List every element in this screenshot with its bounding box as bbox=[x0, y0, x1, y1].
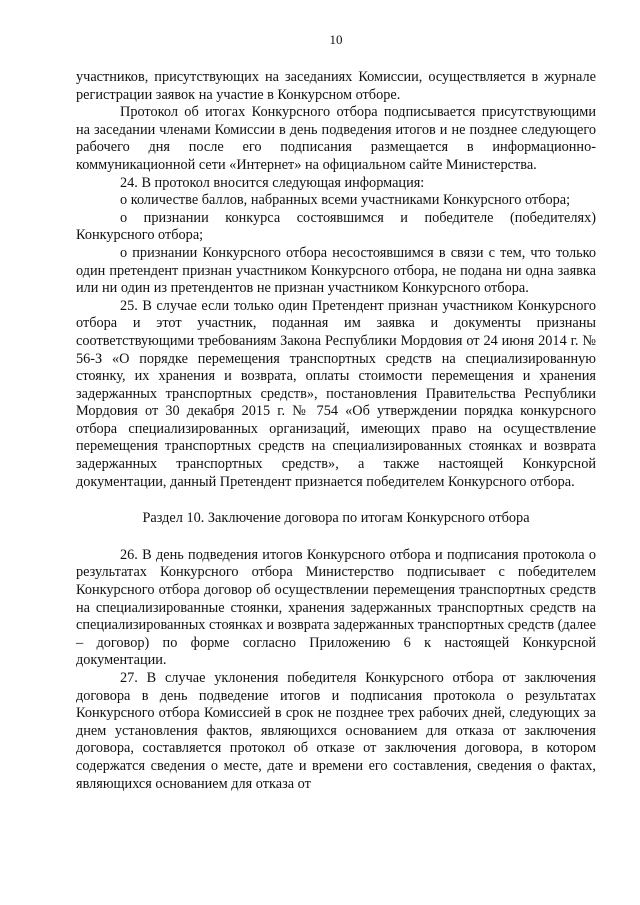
list-item-points: о количестве баллов, набранных всеми участниками Конкурсного отбора; bbox=[120, 192, 571, 209]
paragraph-27: 27. В случае уклонения победителя Конкурсного отбора от заключения договора в день подведение итогов и подписания протокола о результатах Конкурсного отбора Комиссией в срок не позднее трех рабочих дней, следующих за днем установления фактов, являющихся основанием для отказа от заключения договора, составляется протокол об отказе от заключения договора, в котором содержатся сведения о месте, дате и времени его составления, сведения о фактах, являющихся основанием для отказа от bbox=[76, 670, 596, 792]
section-heading: Раздел 10. Заключение договора по итогам Конкурсного отбора bbox=[142, 510, 530, 527]
paragraph-protocol-signing: Протокол об итогах Конкурсного отбора подписывается присутствующими на заседании членами Комиссии в день подведения итогов и не позднее следующего рабочего дня после его подписания размещается в информационно-коммуникационной сети «Интернет» на официальном сайте Министерства. bbox=[76, 104, 596, 173]
paragraph-continuation: участников, присутствующих на заседаниях Комиссии, осуществляется в журнале регистрации заявок на участие в Конкурсном отборе. bbox=[76, 69, 596, 103]
paragraph-25: 25. В случае если только один Претендент признан участником Конкурсного отбора и этот участник, поданная им заявка и документы признаны соответствующими требованиям Закона Республики Мордовия от 24 июня 2014 г. № 56-З «О порядке перемещения транспортных средств на специализированную стоянку, их хранения и возврата, оплаты стоимости перемещения и хранения задержанных транспортных средств», постановления Правительства Республики Мордовия от 30 декабря 2015 г. № 754 «Об утверждении порядка конкурсного отбора специализированных организаций, имеющих право на осуществление перемещения транспортных средств на специализированных стоянках и возврата задержанных транспортных средств», а также настоящей Конкурсной документации, данный Претендент признается победителем Конкурсного отбора. bbox=[76, 297, 596, 490]
paragraph-26: 26. В день подведения итогов Конкурсного отбора и подписания протокола о результатах Конкурсного отбора Министерство подписывает с победителем Конкурсного отбора договор об осуществлении перемещения транспортных средств на специализированные стоянки, хранения задержанных транспортных средств на специализированных стоянках и возврата задержанных транспортных средств (далее – договор) по форме согласно Приложению 6 к настоящей Конкурсной документации. bbox=[76, 546, 596, 669]
page-number: 10 bbox=[329, 32, 343, 47]
paragraph-24: 24. В протокол вносится следующая информация: bbox=[120, 174, 425, 191]
list-item-winner: о признании конкурса состоявшимся и победителе (победителях) Конкурсного отбора; bbox=[76, 209, 596, 244]
list-item-failed: о признании Конкурсного отбора несостоявшимся в связи с тем, что только один претендент признан участником Конкурсного отбора, не подана ни одна заявка или ни один из претендентов не признан участником Конкурсного отбора. bbox=[76, 244, 596, 297]
